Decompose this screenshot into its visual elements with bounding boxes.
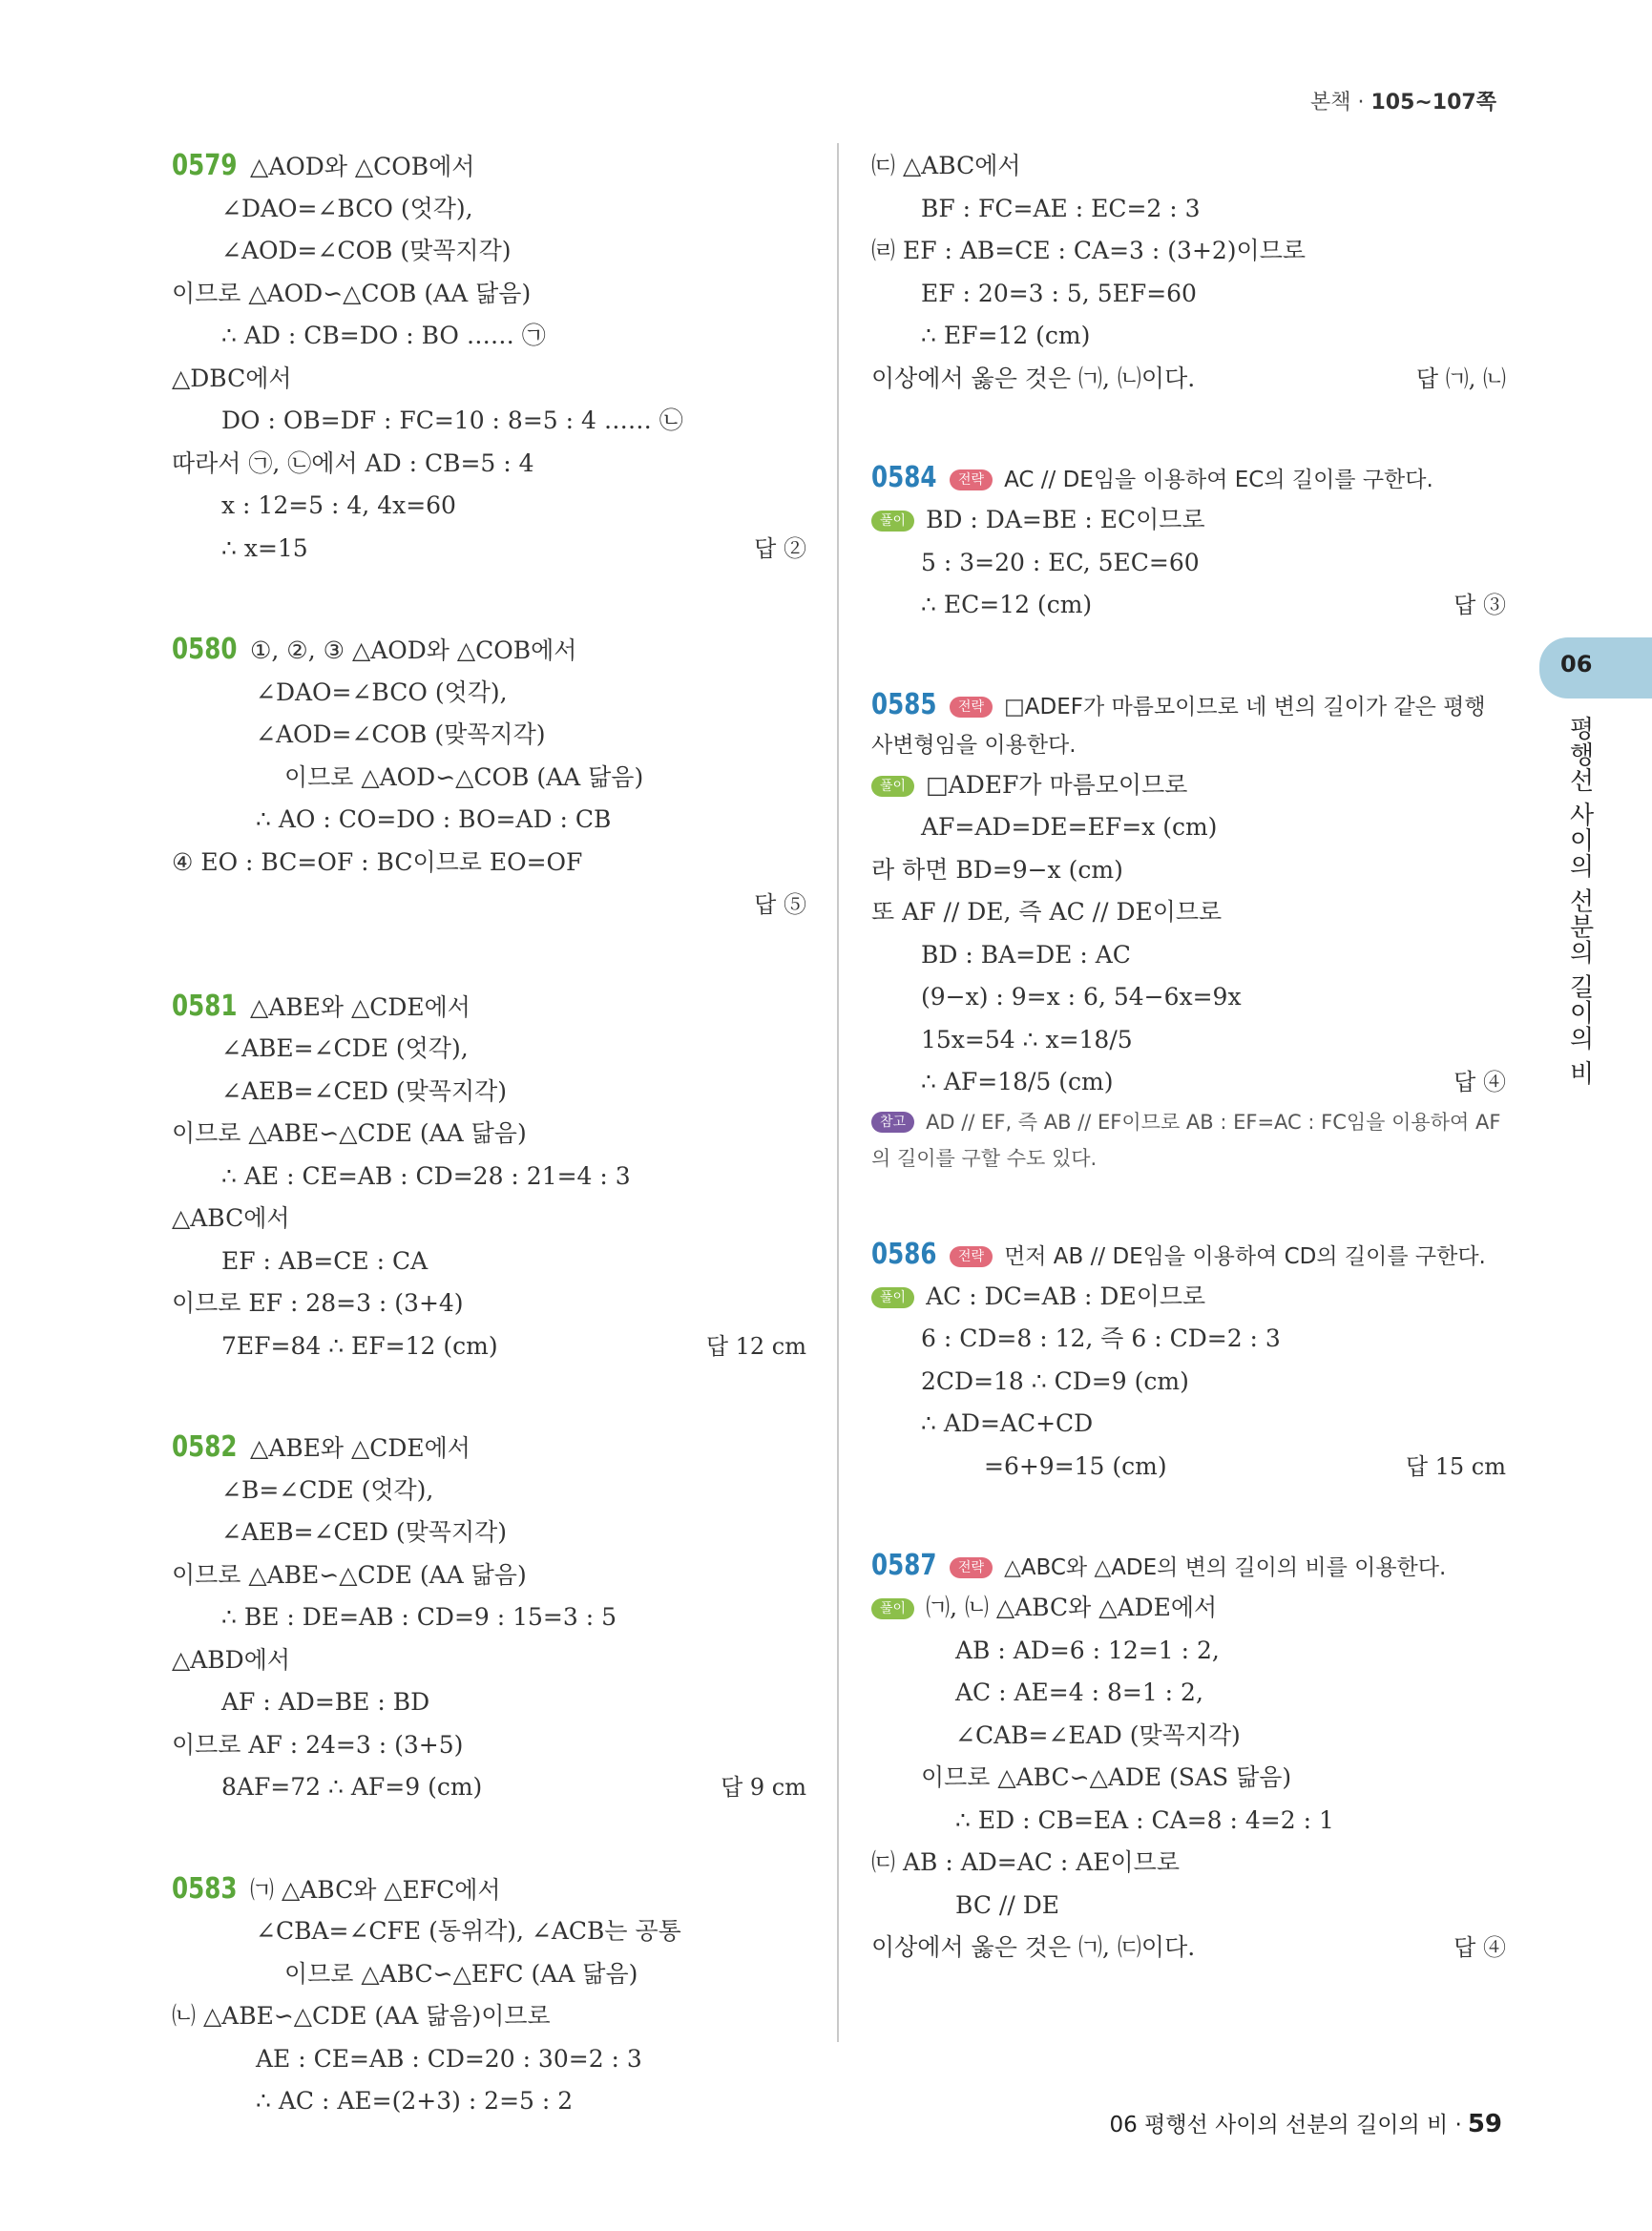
solution-line bbox=[871, 1757, 1506, 1800]
solution-line bbox=[871, 1276, 1506, 1319]
line-text: 이므로 AF : 24=3 : (3+5) bbox=[172, 1730, 464, 1759]
line-text: ④ EO : BC=OF : BC이므로 EO=OF bbox=[172, 847, 583, 876]
page-header bbox=[1310, 86, 1496, 115]
strategy-line bbox=[871, 1547, 1506, 1587]
solution-line bbox=[172, 315, 806, 358]
answer-label: 답 15 cm bbox=[1405, 1452, 1506, 1480]
line-text: 이상에서 옳은 것은 ㈀, ㈁이다. bbox=[871, 364, 1196, 392]
solution-line bbox=[172, 842, 806, 885]
chapter-tab bbox=[1539, 637, 1652, 698]
page-footer bbox=[1110, 2107, 1502, 2138]
line-text: 이므로 △AOD∽△COB (AA 닮음) bbox=[284, 762, 644, 791]
problem-number: 0585 bbox=[871, 687, 937, 721]
solution-line bbox=[172, 188, 806, 231]
strategy-line bbox=[871, 686, 1506, 764]
line-text: AC : AE=4 : 8=1 : 2, bbox=[955, 1678, 1203, 1706]
solution-tag: 풀이 bbox=[871, 511, 914, 532]
answer-label: 답 ㈀, ㈁ bbox=[1415, 365, 1506, 392]
line-text: ∠AEB=∠CED (맞꼭지각) bbox=[221, 1518, 507, 1546]
line-text: AE : CE=AB : CD=20 : 30=2 : 3 bbox=[256, 2044, 642, 2073]
line-text: BF : FC=AE : EC=2 : 3 bbox=[921, 194, 1201, 222]
line-text: ∴ EF=12 (cm) bbox=[921, 322, 1091, 349]
line-text: ∴ AC : AE=(2+3) : 2=5 : 2 bbox=[256, 2087, 574, 2115]
line-text: 2CD=18 ∴ CD=9 (cm) bbox=[921, 1366, 1189, 1395]
solution-line bbox=[172, 1282, 806, 1325]
answer-label: 답 12 cm bbox=[705, 1332, 806, 1360]
problem-number: 0581 bbox=[172, 989, 238, 1023]
line-text: □ADEF가 마름모이므로 bbox=[926, 770, 1188, 799]
solution-line bbox=[172, 400, 806, 443]
solution-line bbox=[871, 1019, 1506, 1062]
line-text: x : 12=5 : 4, 4x=60 bbox=[221, 491, 456, 519]
line-text: 이므로 △ABE∽△CDE (AA 닮음) bbox=[172, 1560, 527, 1589]
solution-line bbox=[871, 1587, 1506, 1630]
line-text: 15x=54 ∴ x=18/5 bbox=[921, 1025, 1133, 1053]
solution-line bbox=[871, 273, 1506, 316]
line-text: 이므로 △ABC∽△ADE (SAS 닮음) bbox=[921, 1763, 1292, 1791]
line-text: BD : DA=BE : EC이므로 bbox=[926, 506, 1205, 533]
solution-line bbox=[172, 273, 806, 316]
problem-number: 0580 bbox=[172, 633, 238, 666]
strategy-line bbox=[871, 459, 1506, 499]
problem-block bbox=[871, 686, 1506, 1177]
problem-number: 0582 bbox=[172, 1430, 238, 1464]
solution-line bbox=[172, 230, 806, 273]
chapter-title-vertical: 평행선 사이의 선분의 길이의 비 bbox=[1565, 716, 1594, 1087]
page-number: 59 bbox=[1467, 2110, 1502, 2138]
line-text: ∴ AF=18/5 (cm) bbox=[921, 1068, 1114, 1095]
solution-line bbox=[172, 1995, 806, 2038]
line-text: 이므로 △AOD∽△COB (AA 닮음) bbox=[172, 279, 532, 307]
line-text: △ABD에서 bbox=[172, 1645, 290, 1674]
solution-line bbox=[871, 584, 1506, 627]
line-text: △AOD와 △COB에서 bbox=[250, 153, 475, 180]
answer-label: 답 ② bbox=[754, 534, 806, 562]
solution-line bbox=[172, 485, 806, 528]
solution-line bbox=[172, 145, 806, 188]
answer-label: 답 ④ bbox=[1453, 1069, 1506, 1095]
solution-line bbox=[871, 188, 1506, 231]
line-text: 7EF=84 ∴ EF=12 (cm) bbox=[221, 1331, 498, 1360]
solution-line bbox=[871, 1800, 1506, 1843]
line-text: 이므로 △ABC∽△EFC (AA 닮음) bbox=[284, 1959, 638, 1988]
answer-label: 답 ③ bbox=[1453, 592, 1506, 618]
line-text: ∠ABE=∠CDE (엇각), bbox=[221, 1034, 469, 1062]
solution-line bbox=[172, 1512, 806, 1554]
line-text: EF : AB=CE : CA bbox=[221, 1246, 429, 1275]
solution-line bbox=[172, 1639, 806, 1682]
line-text: △DBC에서 bbox=[172, 364, 292, 392]
line-text: ㈀ △ABC와 △EFC에서 bbox=[250, 1875, 501, 1904]
problem-block bbox=[172, 145, 806, 570]
solution-tag: 풀이 bbox=[871, 776, 914, 797]
solution-line bbox=[172, 1325, 806, 1368]
solution-line bbox=[871, 806, 1506, 849]
solution-line bbox=[871, 1318, 1506, 1361]
line-text: ㈁ △ABE∽△CDE (AA 닮음)이므로 bbox=[172, 2002, 551, 2030]
right-column bbox=[871, 145, 1506, 2029]
problem-block bbox=[871, 459, 1506, 627]
solution-line bbox=[172, 1427, 806, 1470]
strategy-text: AC // DE임을 이용하여 EC의 길이를 구한다. bbox=[1004, 468, 1433, 492]
solution-line bbox=[172, 1470, 806, 1512]
line-text: ∴ AO : CO=DO : BO=AD : CB bbox=[256, 805, 612, 833]
solution-line bbox=[871, 934, 1506, 977]
solution-line bbox=[172, 1071, 806, 1114]
line-text: ∴ EC=12 (cm) bbox=[921, 591, 1093, 618]
solution-line bbox=[172, 1113, 806, 1156]
line-text: ㈀, ㈁ △ABC와 △ADE에서 bbox=[926, 1594, 1218, 1621]
line-text: ∠DAO=∠BCO (엇각), bbox=[221, 194, 473, 222]
solution-line bbox=[172, 986, 806, 1029]
solution-line bbox=[172, 1953, 806, 1996]
line-text: ∴ AD : CB=DO : BO …… ㉠ bbox=[221, 322, 546, 349]
solution-line bbox=[871, 542, 1506, 585]
line-text: ∴ ED : CB=EA : CA=8 : 4=2 : 1 bbox=[955, 1805, 1334, 1834]
line-text: AF=AD=DE=EF=x (cm) bbox=[921, 813, 1218, 841]
problem-block bbox=[172, 1427, 806, 1809]
line-text: ∠CBA=∠CFE (동위각), ∠ACB는 공통 bbox=[256, 1917, 681, 1945]
line-text: BC // DE bbox=[955, 1890, 1059, 1919]
line-text: △ABE와 △CDE에서 bbox=[250, 1434, 471, 1462]
line-text: 5 : 3=20 : EC, 5EC=60 bbox=[921, 548, 1200, 576]
solution-line bbox=[871, 1715, 1506, 1758]
solution-line bbox=[871, 1361, 1506, 1404]
solution-line bbox=[871, 891, 1506, 934]
problem-block bbox=[871, 1547, 1506, 1970]
line-text: 이므로 EF : 28=3 : (3+4) bbox=[172, 1289, 464, 1317]
solution-line bbox=[871, 1061, 1506, 1104]
line-text: ∠AOD=∠COB (맞꼭지각) bbox=[256, 720, 546, 748]
answer-label: 답 ④ bbox=[1453, 1934, 1506, 1961]
line-text: DO : OB=DF : FC=10 : 8=5 : 4 …… ㉡ bbox=[221, 407, 683, 434]
strategy-tag: 전략 bbox=[950, 1557, 993, 1578]
solution-line bbox=[871, 358, 1506, 401]
note-tag: 참고 bbox=[871, 1112, 914, 1133]
strategy-tag: 전략 bbox=[950, 469, 993, 490]
problem-block bbox=[172, 986, 806, 1368]
line-text: 라 하면 BD=9−x (cm) bbox=[871, 855, 1123, 884]
chapter-number: 06 bbox=[1560, 651, 1593, 678]
solution-line bbox=[871, 499, 1506, 542]
problem-number: 0583 bbox=[172, 1871, 238, 1906]
line-text: ∠AEB=∠CED (맞꼭지각) bbox=[221, 1076, 507, 1105]
line-text: 또 AF // DE, 즉 AC // DE이므로 bbox=[871, 898, 1223, 926]
line-text: ∠B=∠CDE (엇각), bbox=[221, 1475, 434, 1504]
strategy-text: 먼저 AB // DE임을 이용하여 CD의 길이를 구한다. bbox=[1004, 1243, 1486, 1269]
header-pages: 105~107쪽 bbox=[1370, 91, 1496, 115]
problem-block bbox=[871, 145, 1506, 400]
solution-line bbox=[871, 976, 1506, 1019]
solution-line bbox=[172, 714, 806, 757]
solution-line bbox=[172, 1028, 806, 1071]
strategy-tag: 전략 bbox=[950, 697, 993, 718]
problem-number: 0584 bbox=[871, 461, 937, 494]
solution-line bbox=[172, 1241, 806, 1283]
solution-tag: 풀이 bbox=[871, 1287, 914, 1308]
column-divider bbox=[837, 143, 839, 2042]
solution-line bbox=[871, 1446, 1506, 1489]
line-text: ㈂ AB : AD=AC : AE이므로 bbox=[871, 1848, 1180, 1876]
solution-line bbox=[871, 1403, 1506, 1446]
line-text: ㈃ EF : AB=CE : CA=3 : (3+2)이므로 bbox=[871, 237, 1306, 264]
line-text: ①, ②, ③ △AOD와 △COB에서 bbox=[250, 636, 577, 664]
problem-block bbox=[871, 1236, 1506, 1489]
line-text: ∴ AE : CE=AB : CD=28 : 21=4 : 3 bbox=[221, 1161, 631, 1190]
strategy-line bbox=[871, 1236, 1506, 1276]
line-text: ∴ BE : DE=AB : CD=9 : 15=3 : 5 bbox=[221, 1603, 617, 1631]
strategy-text: □ADEF가 마름모이므로 네 변의 길이가 같은 평행사변형임을 이용한다. bbox=[871, 694, 1486, 758]
strategy-tag: 전략 bbox=[950, 1246, 993, 1267]
line-text: ㈂ △ABC에서 bbox=[871, 152, 1021, 179]
line-text: ∴ AD=AC+CD bbox=[921, 1409, 1094, 1437]
problem-block bbox=[172, 629, 806, 927]
line-text: =6+9=15 (cm) bbox=[984, 1451, 1167, 1480]
solution-line bbox=[172, 1724, 806, 1767]
solution-line bbox=[172, 1554, 806, 1597]
solution-tag: 풀이 bbox=[871, 1598, 914, 1619]
line-text: EF : 20=3 : 5, 5EF=60 bbox=[921, 279, 1197, 307]
solution-line bbox=[172, 2038, 806, 2081]
solution-line bbox=[871, 1927, 1506, 1970]
line-text: ∠CAB=∠EAD (맞꼭지각) bbox=[955, 1720, 1241, 1749]
line-text: ∠AOD=∠COB (맞꼭지각) bbox=[221, 237, 512, 264]
solution-line bbox=[871, 315, 1506, 358]
solution-line bbox=[871, 145, 1506, 188]
solution-line bbox=[172, 528, 806, 571]
line-text: 8AF=72 ∴ AF=9 (cm) bbox=[221, 1773, 483, 1801]
solution-line bbox=[172, 443, 806, 486]
solution-line bbox=[871, 1630, 1506, 1673]
solution-line bbox=[172, 1681, 806, 1724]
problem-number: 0579 bbox=[172, 149, 238, 182]
header-prefix: 본책 · bbox=[1309, 91, 1371, 115]
solution-line bbox=[172, 1766, 806, 1809]
solution-line bbox=[871, 1842, 1506, 1885]
line-text: △ABC에서 bbox=[172, 1204, 290, 1232]
solution-line bbox=[871, 764, 1506, 807]
left-column bbox=[172, 145, 806, 2182]
solution-line bbox=[871, 1672, 1506, 1715]
solution-line bbox=[172, 1198, 806, 1241]
line-text: AC : DC=AB : DE이므로 bbox=[926, 1282, 1206, 1310]
problem-block bbox=[172, 1868, 806, 2123]
solution-line bbox=[172, 2080, 806, 2123]
strategy-text: △ABC와 △ADE의 변의 길이의 비를 이용한다. bbox=[1004, 1555, 1447, 1580]
problem-number: 0586 bbox=[871, 1237, 937, 1271]
line-text: AB : AD=6 : 12=1 : 2, bbox=[955, 1636, 1220, 1664]
line-text: ∴ x=15 bbox=[221, 533, 308, 562]
answer-label: 답 9 cm bbox=[721, 1774, 806, 1801]
solution-line bbox=[172, 1156, 806, 1199]
line-text: ∠DAO=∠BCO (엇각), bbox=[256, 678, 508, 706]
solution-line bbox=[172, 358, 806, 401]
solution-line bbox=[172, 1868, 806, 1911]
note-block bbox=[871, 1104, 1506, 1177]
line-text: BD : BA=DE : AC bbox=[921, 940, 1131, 969]
solution-line bbox=[172, 884, 806, 927]
solution-line bbox=[172, 672, 806, 715]
line-text: 이상에서 옳은 것은 ㈀, ㈂이다. bbox=[871, 1933, 1196, 1961]
line-text: AF : AD=BE : BD bbox=[221, 1688, 430, 1716]
solution-line bbox=[871, 1885, 1506, 1928]
note-text: AD // EF, 즉 AB // EF이므로 AB : EF=AC : FC임을 이용하여 AF의 길이를 구할 수도 있다. bbox=[871, 1110, 1501, 1170]
solution-line bbox=[172, 629, 806, 672]
line-text: △ABE와 △CDE에서 bbox=[250, 992, 471, 1021]
solution-line bbox=[172, 799, 806, 842]
solution-line bbox=[871, 849, 1506, 892]
solution-line bbox=[172, 1910, 806, 1953]
solution-line bbox=[871, 230, 1506, 273]
answer-label: 답 ⑤ bbox=[754, 891, 806, 918]
solution-line bbox=[172, 1596, 806, 1639]
line-text: (9−x) : 9=x : 6, 54−6x=9x bbox=[921, 983, 1242, 1011]
line-text: 따라서 ㉠, ㉡에서 AD : CB=5 : 4 bbox=[172, 448, 534, 477]
footer-chapter: 06 평행선 사이의 선분의 길이의 비 · bbox=[1109, 2113, 1462, 2137]
solution-line bbox=[172, 757, 806, 800]
line-text: 6 : CD=8 : 12, 즉 6 : CD=2 : 3 bbox=[921, 1324, 1281, 1352]
line-text: 이므로 △ABE∽△CDE (AA 닮음) bbox=[172, 1119, 527, 1147]
problem-number: 0587 bbox=[871, 1549, 937, 1582]
